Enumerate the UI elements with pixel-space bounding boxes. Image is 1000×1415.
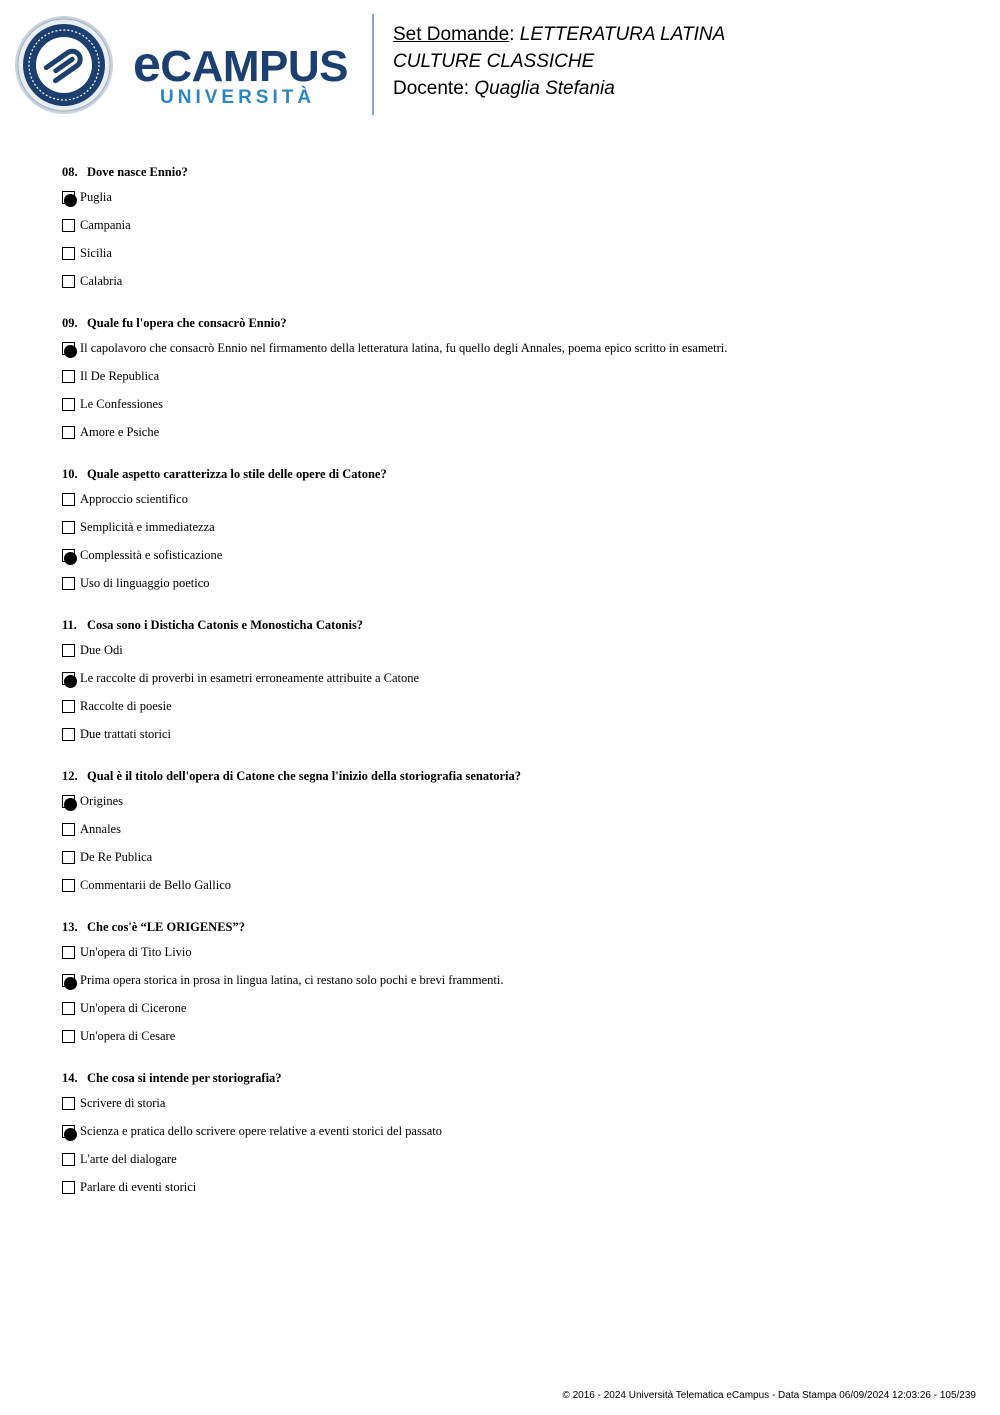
answer-options <box>62 795 962 907</box>
answer-checkbox-checked[interactable] <box>62 974 75 987</box>
answer-checkbox[interactable] <box>62 493 75 506</box>
answer-checkbox[interactable] <box>62 247 75 260</box>
teacher-label: Docente: <box>393 78 475 99</box>
answer-checkbox-checked[interactable] <box>62 795 75 808</box>
question-title <box>62 617 962 633</box>
answer-label: Il capolavoro che consacrò Ennio nel firmamento della letteratura latina, fu quello degli Annales, poema epico scritto in esametri. <box>80 341 728 355</box>
answer-checkbox[interactable] <box>62 700 75 713</box>
ecampus-seal-logo <box>14 15 114 115</box>
answer-option[interactable] <box>62 974 962 1002</box>
selected-marker-icon <box>64 675 77 688</box>
question-block <box>62 768 962 907</box>
answer-checkbox[interactable] <box>62 1002 75 1015</box>
selected-marker-icon <box>64 798 77 811</box>
question-text: Quale aspetto caratterizza lo stile delle opere di Catone? <box>87 467 387 481</box>
answer-label: Calabria <box>80 274 123 288</box>
answer-checkbox[interactable] <box>62 577 75 590</box>
answer-label: L'arte del dialogare <box>80 1152 177 1166</box>
answer-option[interactable] <box>62 1030 962 1058</box>
selected-marker-icon <box>64 345 77 358</box>
answer-option[interactable] <box>62 879 962 907</box>
answer-option[interactable] <box>62 219 962 247</box>
answer-label: Due Odi <box>80 643 123 657</box>
answer-option[interactable] <box>62 521 962 549</box>
answer-option[interactable] <box>62 1181 962 1209</box>
question-block <box>62 466 962 605</box>
selected-marker-icon <box>64 552 77 565</box>
answer-checkbox[interactable] <box>62 1181 75 1194</box>
question-text: Dove nasce Ennio? <box>87 165 188 179</box>
question-block <box>62 617 962 756</box>
answer-label: Due trattati storici <box>80 727 171 741</box>
answer-label: De Re Publica <box>80 850 153 864</box>
answer-option[interactable] <box>62 247 962 275</box>
answer-checkbox[interactable] <box>62 521 75 534</box>
question-block <box>62 919 962 1058</box>
answer-option[interactable] <box>62 823 962 851</box>
question-text: Che cosa si intende per storiografia? <box>87 1071 282 1085</box>
answer-option[interactable] <box>62 700 962 728</box>
answer-checkbox[interactable] <box>62 275 75 288</box>
question-title <box>62 768 962 784</box>
answer-option[interactable] <box>62 672 962 700</box>
question-title <box>62 164 962 180</box>
question-text: Che cos'è “LE ORIGENES”? <box>87 920 246 934</box>
selected-marker-icon <box>64 1128 77 1141</box>
page-header <box>0 0 1000 130</box>
question-title <box>62 919 962 935</box>
answer-option[interactable] <box>62 1125 962 1153</box>
question-number: 12. <box>62 769 78 783</box>
answer-label: Sicilia <box>80 246 112 260</box>
universita-wordmark: UNIVERSITÀ <box>160 87 316 108</box>
answer-option[interactable] <box>62 275 962 303</box>
ecampus-wordmark: eCAMPUS <box>133 36 348 92</box>
answer-checkbox[interactable] <box>62 879 75 892</box>
answer-label: Semplicità e immediatezza <box>80 520 215 534</box>
answer-label: Prima opera storica in prosa in lingua latina, ci restano solo pochi e brevi frammenti. <box>80 973 504 987</box>
question-block <box>62 1070 962 1209</box>
question-title <box>62 315 962 331</box>
answer-label: Amore e Psiche <box>80 425 160 439</box>
answer-option[interactable] <box>62 1002 962 1030</box>
answer-option[interactable] <box>62 493 962 521</box>
answer-label: Un'opera di Cicerone <box>80 1001 187 1015</box>
selected-marker-icon <box>64 194 77 207</box>
answer-label: Le raccolte di proverbi in esametri erroneamente attribuite a Catone <box>80 671 420 685</box>
answer-label: Un'opera di Tito Livio <box>80 945 192 959</box>
answer-label: Il De Republica <box>80 369 160 383</box>
answer-checkbox[interactable] <box>62 1153 75 1166</box>
answer-checkbox[interactable] <box>62 1097 75 1110</box>
answer-options <box>62 946 962 1058</box>
answer-checkbox-checked[interactable] <box>62 549 75 562</box>
answer-option[interactable] <box>62 644 962 672</box>
question-text: Qual è il titolo dell'opera di Catone che segna l'inizio della storiografia senatoria? <box>87 769 521 783</box>
question-title <box>62 466 962 482</box>
answer-option[interactable] <box>62 426 962 454</box>
question-number: 14. <box>62 1071 78 1085</box>
selected-marker-icon <box>64 977 77 990</box>
set-colon: : <box>509 24 520 45</box>
header-divider <box>372 14 374 115</box>
course-name: CULTURE CLASSICHE <box>393 51 595 72</box>
answer-option[interactable] <box>62 577 962 605</box>
answer-checkbox[interactable] <box>62 370 75 383</box>
answer-option[interactable] <box>62 851 962 879</box>
answer-checkbox-checked[interactable] <box>62 342 75 355</box>
answer-checkbox[interactable] <box>62 644 75 657</box>
answer-option[interactable] <box>62 795 962 823</box>
answer-checkbox-checked[interactable] <box>62 672 75 685</box>
answer-option[interactable] <box>62 191 962 219</box>
answer-options <box>62 493 962 605</box>
subject-name: LETTERATURA LATINA <box>519 24 726 45</box>
question-block <box>62 315 962 454</box>
answer-checkbox[interactable] <box>62 851 75 864</box>
question-title <box>62 1070 962 1086</box>
answer-label: Commentarii de Bello Gallico <box>80 878 232 892</box>
answer-label: Puglia <box>80 190 112 204</box>
question-number: 09. <box>62 316 78 330</box>
question-block <box>62 164 962 303</box>
answer-option[interactable] <box>62 728 962 756</box>
answer-label: Le Confessiones <box>80 397 163 411</box>
question-number: 08. <box>62 165 78 179</box>
answer-options <box>62 644 962 756</box>
answer-label: Un'opera di Cesare <box>80 1029 176 1043</box>
answer-checkbox[interactable] <box>62 728 75 741</box>
answer-options <box>62 1097 962 1209</box>
answer-label: Scrivere di storia <box>80 1096 166 1110</box>
set-title-line <box>393 21 725 48</box>
answer-option[interactable] <box>62 549 962 577</box>
question-text: Quale fu l'opera che consacrò Ennio? <box>87 316 287 330</box>
answer-checkbox[interactable] <box>62 823 75 836</box>
question-number: 10. <box>62 467 78 481</box>
answer-checkbox[interactable] <box>62 426 75 439</box>
answer-label: Complessità e sofisticazione <box>80 548 223 562</box>
answer-option[interactable] <box>62 946 962 974</box>
page-footer: © 2016 - 2024 Università Telematica eCampus - Data Stampa 06/09/2024 12:03:26 - 105/239 <box>562 1390 976 1401</box>
answer-label: Uso di linguaggio poetico <box>80 576 210 590</box>
question-number: 11. <box>62 618 77 632</box>
set-label: Set Domande <box>393 24 510 45</box>
answer-checkbox-checked[interactable] <box>62 1125 75 1138</box>
answer-label: Approccio scientifico <box>80 492 188 506</box>
answer-label: Raccolte di poesie <box>80 699 172 713</box>
answer-checkbox[interactable] <box>62 1030 75 1043</box>
answer-label: Annales <box>80 822 121 836</box>
answer-options <box>62 191 962 303</box>
question-text: Cosa sono i Disticha Catonis e Monosticha Catonis? <box>87 618 364 632</box>
answer-checkbox[interactable] <box>62 946 75 959</box>
answer-checkbox[interactable] <box>62 398 75 411</box>
question-number: 13. <box>62 920 78 934</box>
answer-label: Campania <box>80 218 131 232</box>
answer-label: Origines <box>80 794 124 808</box>
answer-option[interactable] <box>62 1153 962 1181</box>
answer-options <box>62 342 962 454</box>
answer-option[interactable] <box>62 342 962 370</box>
answer-checkbox-checked[interactable] <box>62 191 75 204</box>
answer-checkbox[interactable] <box>62 219 75 232</box>
answer-label: Scienza e pratica dello scrivere opere relative a eventi storici del passato <box>80 1124 442 1138</box>
answer-option[interactable] <box>62 370 962 398</box>
teacher-name: Quaglia Stefania <box>474 78 615 99</box>
answer-option[interactable] <box>62 398 962 426</box>
answer-label: Parlare di eventi storici <box>80 1180 197 1194</box>
answer-option[interactable] <box>62 1097 962 1125</box>
teacher-line <box>393 75 615 102</box>
